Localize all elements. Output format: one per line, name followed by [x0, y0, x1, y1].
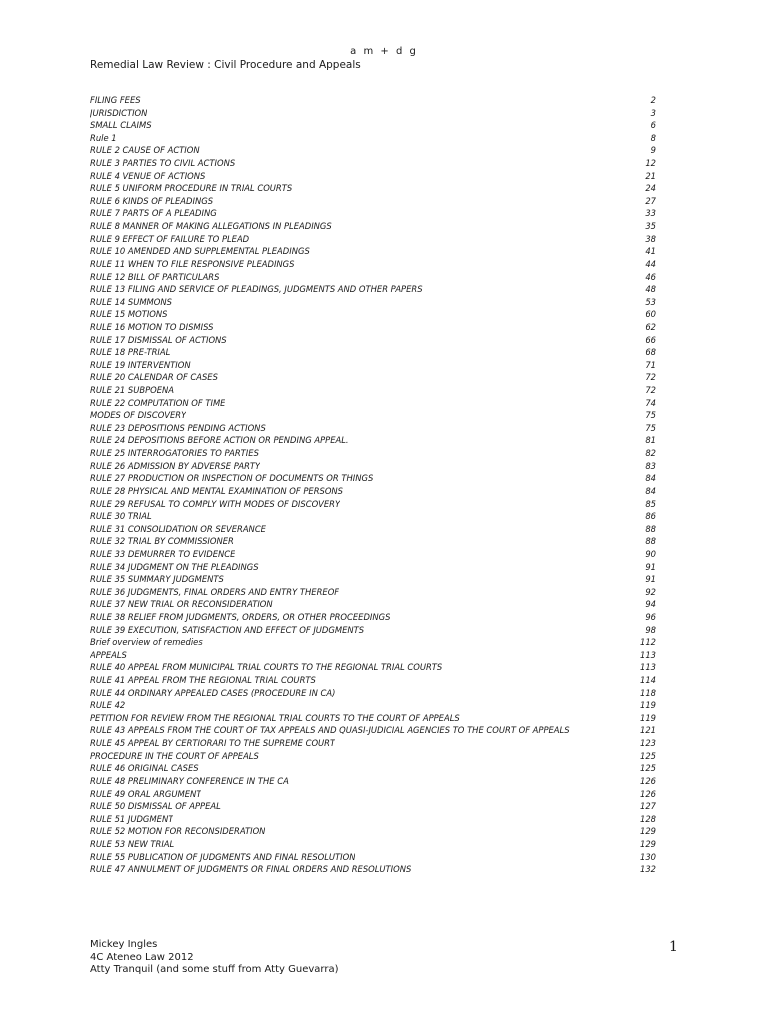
toc-entry-page: 127	[640, 801, 656, 812]
toc-entry-label: RULE 46 ORIGINAL CASES	[90, 763, 199, 774]
toc-entry[interactable]	[90, 447, 656, 460]
toc-entry[interactable]	[90, 422, 656, 435]
toc-entry-page: 96	[645, 611, 656, 622]
toc-entry-page: 60	[645, 309, 656, 320]
toc-entry-label: FILING FEES	[90, 95, 141, 105]
toc-entry-label: RULE 40 APPEAL FROM MUNICIPAL TRIAL COURTS TO THE REGIONAL TRIAL COURTS	[90, 662, 443, 673]
toc-entry-page: 38	[645, 233, 656, 244]
toc-entry-page: 129	[640, 826, 656, 837]
toc-entry-label: APPEALS	[90, 649, 127, 660]
toc-entry-page: 68	[645, 347, 656, 358]
toc-entry-label: RULE 4 VENUE OF ACTIONS	[90, 170, 206, 181]
toc-entry[interactable]	[90, 825, 656, 838]
toc-entry-label: RULE 21 SUBPOENA	[90, 385, 175, 396]
toc-entry[interactable]	[90, 813, 656, 826]
toc-entry-page: 74	[645, 397, 656, 408]
toc-entry[interactable]	[90, 598, 656, 611]
toc-entry-page: 126	[640, 775, 656, 786]
toc-entry-label: RULE 30 TRIAL	[90, 511, 152, 522]
toc-entry-label: RULE 10 AMENDED AND SUPPLEMENTAL PLEADINGS	[90, 246, 310, 257]
toc-entry-label: RULE 20 CALENDAR OF CASES	[90, 372, 218, 383]
toc-entry[interactable]	[90, 586, 656, 599]
toc-entry[interactable]	[90, 548, 656, 561]
toc-entry[interactable]	[90, 788, 656, 801]
toc-entry[interactable]	[90, 434, 656, 447]
toc-entry-label: RULE 29 REFUSAL TO COMPLY WITH MODES OF DISCOVERY	[90, 498, 341, 509]
toc-entry-label: RULE 52 MOTION FOR RECONSIDERATION	[90, 826, 266, 837]
toc-entry-label: RULE 42	[90, 700, 126, 711]
toc-entry-page: 88	[645, 523, 656, 534]
toc-entry-label: RULE 44 ORDINARY APPEALED CASES (PROCEDURE IN CA)	[90, 687, 336, 698]
toc-entry[interactable]	[90, 851, 656, 864]
toc-entry-label: SMALL CLAIMS	[90, 120, 152, 131]
toc-entry[interactable]	[90, 775, 656, 788]
toc-entry[interactable]	[90, 296, 656, 309]
toc-entry-label: PETITION FOR REVIEW FROM THE REGIONAL TRIAL COURTS TO THE COURT OF APPEALS	[90, 712, 460, 723]
toc-entry-label: RULE 37 NEW TRIAL OR RECONSIDERATION	[90, 599, 273, 610]
toc-entry-label: RULE 28 PHYSICAL AND MENTAL EXAMINATION OF PERSONS	[90, 485, 343, 496]
toc-entry-page: 91	[645, 574, 656, 585]
toc-entry-page: 33	[645, 208, 656, 219]
toc-entry[interactable]	[90, 712, 656, 725]
toc-entry-label: RULE 53 NEW TRIAL	[90, 838, 175, 849]
toc-entry-label: RULE 17 DISMISSAL OF ACTIONS	[90, 334, 227, 345]
toc-entry-label: RULE 48 PRELIMINARY CONFERENCE IN THE CA	[90, 775, 289, 786]
toc-entry-page: 66	[645, 334, 656, 345]
toc-entry[interactable]	[90, 535, 656, 548]
toc-entry-page: 125	[640, 763, 656, 774]
toc-entry[interactable]	[90, 233, 656, 246]
page-number: 1	[669, 939, 678, 955]
toc-entry[interactable]	[90, 258, 656, 271]
toc-entry-page: 6	[650, 120, 656, 131]
toc-entry-page: 75	[645, 410, 656, 421]
toc-entry-page: 118	[640, 687, 656, 698]
document-title: Remedial Law Review : Civil Procedure and Appeals	[90, 59, 361, 71]
toc-entry-label: RULE 41 APPEAL FROM THE REGIONAL TRIAL COURTS	[90, 675, 316, 686]
toc-entry-page: 119	[640, 700, 656, 711]
toc-entry[interactable]	[90, 472, 656, 485]
toc-entry[interactable]	[90, 409, 656, 422]
toc-entry[interactable]	[90, 573, 656, 586]
toc-entry-label: RULE 36 JUDGMENTS, FINAL ORDERS AND ENTRY THEREOF	[90, 586, 340, 597]
toc-entry[interactable]	[90, 245, 656, 258]
toc-entry-label: RULE 23 DEPOSITIONS PENDING ACTIONS	[90, 422, 266, 433]
toc-entry[interactable]	[90, 460, 656, 473]
toc-entry-page: 71	[645, 359, 656, 370]
toc-entry-label: RULE 2 CAUSE OF ACTION	[90, 145, 200, 156]
toc-entry[interactable]	[90, 649, 656, 662]
toc-entry-page: 21	[645, 170, 656, 181]
toc-entry[interactable]	[90, 132, 656, 145]
toc-entry[interactable]	[90, 611, 656, 624]
toc-entry-label: RULE 49 ORAL ARGUMENT	[90, 788, 202, 799]
toc-entry[interactable]	[90, 687, 656, 700]
toc-entry-label: JURISDICTION	[90, 107, 148, 118]
toc-entry-label: RULE 50 DISMISSAL OF APPEAL	[90, 801, 221, 812]
toc-entry-page: 72	[645, 385, 656, 396]
toc-entry[interactable]	[90, 523, 656, 536]
toc-entry[interactable]	[90, 674, 656, 687]
toc-entry-page: 84	[645, 473, 656, 484]
toc-entry[interactable]	[90, 699, 656, 712]
toc-entry[interactable]	[90, 636, 656, 649]
toc-entry[interactable]	[90, 737, 656, 750]
toc-entry[interactable]	[90, 119, 656, 132]
toc-entry-label: Rule 1	[90, 132, 117, 143]
toc-entry-label: RULE 39 EXECUTION, SATISFACTION AND EFFECT OF JUDGMENTS	[90, 624, 365, 635]
toc-entry-label: RULE 33 DEMURRER TO EVIDENCE	[90, 548, 236, 559]
toc-entry-label: RULE 19 INTERVENTION	[90, 359, 191, 370]
toc-entry-page: 88	[645, 536, 656, 547]
toc-entry-page: 112	[640, 637, 656, 648]
toc-entry-label: RULE 11 WHEN TO FILE RESPONSIVE PLEADINGS	[90, 258, 295, 269]
toc-entry[interactable]	[90, 724, 656, 737]
toc-entry-label: RULE 25 INTERROGATORIES TO PARTIES	[90, 448, 259, 459]
toc-entry[interactable]	[90, 485, 656, 498]
toc-entry-page: 113	[640, 662, 656, 673]
toc-entry-page: 121	[640, 725, 656, 736]
toc-entry-page: 48	[645, 284, 656, 295]
toc-entry[interactable]	[90, 384, 656, 397]
toc-entry[interactable]	[90, 750, 656, 763]
toc-entry-page: 53	[645, 296, 656, 307]
toc-entry-label: Brief overview of remedies	[90, 637, 203, 648]
toc-entry[interactable]	[90, 863, 656, 876]
toc-entry[interactable]	[90, 800, 656, 813]
toc-entry-label: RULE 14 SUMMONS	[90, 296, 172, 307]
toc-entry-label: RULE 13 FILING AND SERVICE OF PLEADINGS, JUDGMENTS AND OTHER PAPERS	[90, 284, 423, 295]
toc-entry-page: 130	[640, 851, 656, 862]
toc-entry[interactable]	[90, 157, 656, 170]
toc-entry-label: RULE 16 MOTION TO DISMISS	[90, 321, 214, 332]
toc-entry[interactable]	[90, 346, 656, 359]
toc-entry-label: RULE 47 ANNULMENT OF JUDGMENTS OR FINAL ORDERS AND RESOLUTIONS	[90, 864, 412, 875]
toc-entry-page: 123	[640, 738, 656, 749]
toc-entry[interactable]	[90, 334, 656, 347]
toc-entry-label: RULE 45 APPEAL BY CERTIORARI TO THE SUPREME COURT	[90, 738, 336, 749]
toc-entry-page: 75	[645, 422, 656, 433]
toc-entry-label: RULE 6 KINDS OF PLEADINGS	[90, 195, 214, 206]
toc-entry-label: RULE 5 UNIFORM PROCEDURE IN TRIAL COURTS	[90, 183, 293, 194]
toc-entry[interactable]	[90, 94, 656, 107]
toc-entry-page: 90	[645, 548, 656, 559]
toc-entry[interactable]	[90, 283, 656, 296]
toc-entry-page: 132	[640, 864, 656, 875]
toc-entry-page: 62	[645, 321, 656, 332]
toc-entry-label: RULE 15 MOTIONS	[90, 309, 168, 320]
toc-entry[interactable]	[90, 308, 656, 321]
toc-entry[interactable]	[90, 182, 656, 195]
toc-entry-label: RULE 18 PRE-TRIAL	[90, 347, 171, 358]
toc-entry[interactable]	[90, 397, 656, 410]
toc-entry-page: 35	[645, 221, 656, 232]
toc-entry-page: 72	[645, 372, 656, 383]
toc-entry-label: RULE 32 TRIAL BY COMMISSIONER	[90, 536, 234, 547]
toc-entry-page: 84	[645, 485, 656, 496]
toc-entry-page: 8	[650, 132, 656, 143]
toc-entry-page: 114	[640, 675, 656, 686]
toc-entry-label: RULE 51 JUDGMENT	[90, 813, 174, 824]
toc-entry-label: RULE 12 BILL OF PARTICULARS	[90, 271, 220, 282]
toc-entry[interactable]	[90, 107, 656, 120]
toc-entry-label: RULE 55 PUBLICATION OF JUDGMENTS AND FINAL RESOLUTION	[90, 851, 356, 862]
toc-entry-page: 81	[645, 435, 656, 446]
toc-entry-label: RULE 9 EFFECT OF FAILURE TO PLEAD	[90, 233, 250, 244]
toc-entry-page: 44	[645, 258, 656, 269]
toc-entry-page: 125	[640, 750, 656, 761]
toc-entry-label: RULE 38 RELIEF FROM JUDGMENTS, ORDERS, OR OTHER PROCEEDINGS	[90, 611, 391, 622]
toc-entry[interactable]	[90, 762, 656, 775]
toc-entry-label: PROCEDURE IN THE COURT OF APPEALS	[90, 750, 259, 761]
toc-entry-page: 91	[645, 561, 656, 572]
toc-entry[interactable]	[90, 220, 656, 233]
toc-entry-page: 24	[645, 183, 656, 194]
toc-entry-label: RULE 26 ADMISSION BY ADVERSE PARTY	[90, 460, 261, 471]
toc-entry[interactable]	[90, 207, 656, 220]
toc-entry[interactable]	[90, 195, 656, 208]
toc-entry-label: RULE 7 PARTS OF A PLEADING	[90, 208, 217, 219]
toc-entry-label: MODES OF DISCOVERY	[90, 410, 187, 421]
toc-entry-label: RULE 31 CONSOLIDATION OR SEVERANCE	[90, 523, 266, 534]
toc-entry[interactable]	[90, 271, 656, 284]
toc-entry-label: RULE 22 COMPUTATION OF TIME	[90, 397, 226, 408]
toc-entry-label: RULE 27 PRODUCTION OR INSPECTION OF DOCUMENTS OR THINGS	[90, 473, 374, 484]
toc-entry-label: RULE 8 MANNER OF MAKING ALLEGATIONS IN PLEADINGS	[90, 221, 332, 232]
toc-entry-page: 12	[645, 158, 656, 169]
toc-entry[interactable]	[90, 321, 656, 334]
toc-entry-page: 9	[650, 145, 656, 156]
toc-entry[interactable]	[90, 144, 656, 157]
toc-entry[interactable]	[90, 170, 656, 183]
toc-entry[interactable]	[90, 624, 656, 637]
toc-entry[interactable]	[90, 661, 656, 674]
toc-entry[interactable]	[90, 510, 656, 523]
toc-entry-page: 128	[640, 813, 656, 824]
toc-entry-page: 3	[650, 107, 656, 118]
toc-entry-page: 83	[645, 460, 656, 471]
toc-entry-page: 27	[645, 195, 656, 206]
document-header-mark: a m + d g	[350, 46, 418, 57]
toc-entry-page: 82	[645, 448, 656, 459]
toc-entry-label: RULE 34 JUDGMENT ON THE PLEADINGS	[90, 561, 259, 572]
toc-entry[interactable]	[90, 838, 656, 851]
toc-entry[interactable]	[90, 561, 656, 574]
footer-class: 4C Ateneo Law 2012	[90, 951, 194, 963]
toc-entry-label: RULE 35 SUMMARY JUDGMENTS	[90, 574, 224, 585]
footer	[90, 939, 339, 977]
footer-author: Mickey Ingles	[90, 939, 158, 950]
toc-entry-page: 119	[640, 712, 656, 723]
toc-entry-page: 46	[645, 271, 656, 282]
toc-entry-page: 92	[645, 586, 656, 597]
toc-entry-page: 41	[645, 246, 656, 257]
toc-entry[interactable]	[90, 498, 656, 511]
toc-entry-page: 129	[640, 838, 656, 849]
toc-entry-label: RULE 3 PARTIES TO CIVIL ACTIONS	[90, 158, 236, 169]
toc-entry-page: 113	[640, 649, 656, 660]
toc-entry-label: RULE 24 DEPOSITIONS BEFORE ACTION OR PENDING APPEAL.	[90, 435, 349, 446]
toc-entry[interactable]	[90, 359, 656, 372]
toc-entry-page: 85	[645, 498, 656, 509]
toc-entry-page: 98	[645, 624, 656, 635]
table-of-contents	[90, 94, 656, 876]
toc-entry-label: RULE 43 APPEALS FROM THE COURT OF TAX APPEALS AND QUASI-JUDICIAL AGENCIES TO THE COURT OF APPEALS	[90, 725, 570, 736]
toc-entry[interactable]	[90, 371, 656, 384]
footer-note: Atty Tranquil (and some stuff from Atty Guevarra)	[90, 964, 339, 975]
toc-entry-page: 2	[650, 95, 656, 105]
toc-entry-page: 86	[645, 511, 656, 522]
toc-entry-page: 94	[645, 599, 656, 610]
toc-entry-page: 126	[640, 788, 656, 799]
